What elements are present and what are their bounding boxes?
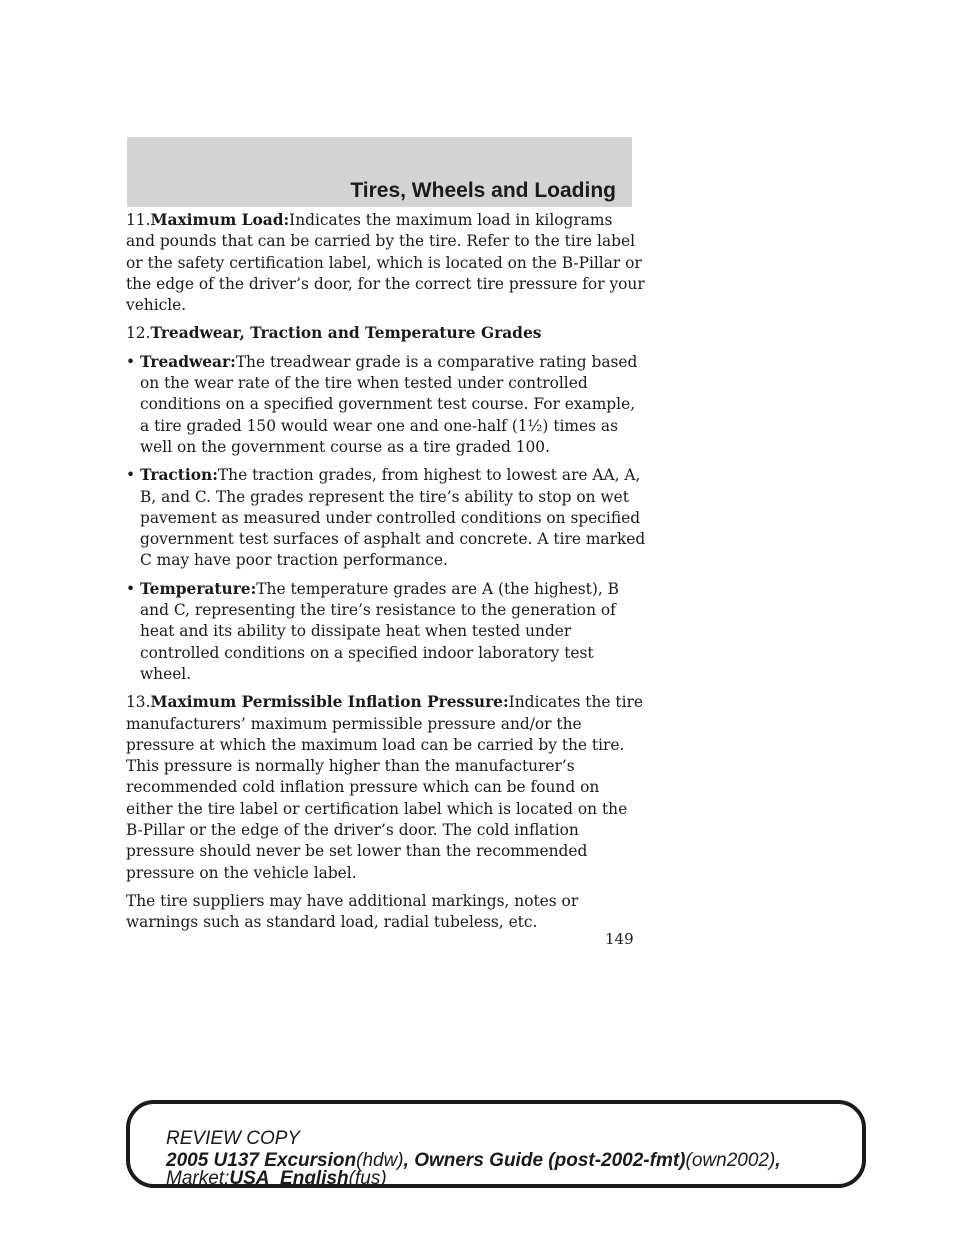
bullet-label: Temperature:: [140, 579, 257, 598]
item-13: [126, 692, 646, 884]
bullet-text: The temperature grades are A (the highest), B and C, representing the tire’s resistance to the generation of heat and its ability to dissipate heat when tested under controlled conditions on a specified indoor laboratory test wheel.: [140, 579, 619, 683]
bullet-text: The traction grades, from highest to lowest are AA, A, B, and C. The grades represent the tire’s ability to stop on wet pavement as measured under controlled conditions on specified government test surfaces of asphalt and concrete. A tire marked C may have poor traction performance.: [140, 466, 646, 570]
bullet-icon: •: [126, 466, 136, 485]
model-name: 2005 U137 Excursion: [166, 1150, 357, 1171]
page-content: [126, 210, 646, 941]
market-code: (fus): [348, 1168, 387, 1189]
review-copy-label: REVIEW COPY: [166, 1128, 301, 1149]
bullet-label: Treadwear:: [140, 352, 236, 371]
bullet-traction: [126, 465, 646, 571]
section-header-band: [127, 137, 632, 207]
bullet-icon: •: [126, 579, 136, 598]
bullet-text: The treadwear grade is a comparative rating based on the wear rate of the tire when tested under controlled conditions on a specified government test course. For example, a tire graded 150 would wear one and one-half (1½) times as well on the government course as a tire graded 100.: [140, 352, 638, 456]
market-label: Market:: [166, 1168, 230, 1189]
bullet-temperature: [126, 579, 646, 685]
market-value: USA_English: [229, 1168, 349, 1189]
review-copy-box: [126, 1100, 866, 1188]
bullet-label: Traction:: [140, 466, 218, 485]
item-number: 12.: [126, 324, 151, 343]
item-label: Maximum Load:: [150, 211, 290, 229]
model-code: (hdw): [356, 1150, 404, 1171]
item-12: [126, 323, 646, 344]
market-line: [166, 1168, 387, 1190]
item-label: Treadwear, Traction and Temperature Grades: [150, 324, 542, 343]
item-11: [126, 210, 646, 316]
item-text: Indicates the tire manufacturers’ maximum permissible pressure and/or the pressure at which the maximum load can be carried by the tire. This pressure is normally higher than the manufacturer’s recommended cold inflation pressure which can be found on either the tire label or certification label which is located on the B-Pillar or the edge of the driver’s door. The cold inflation pressure should never be set lower than the recommended pressure on the vehicle label.: [126, 693, 643, 882]
item-label: Maximum Permissible Inflation Pressure:: [150, 693, 509, 712]
section-title: Tires, Wheels and Loading: [350, 179, 616, 202]
separator-comma: ,: [775, 1150, 781, 1171]
item-number: 13.: [126, 693, 151, 712]
bullet-treadwear: [126, 352, 646, 458]
guide-name: , Owners Guide (post-2002-fmt): [403, 1150, 686, 1171]
bullet-icon: •: [126, 352, 136, 371]
closing-paragraph: The tire suppliers may have additional markings, notes or warnings such as standard load, radial tubeless, etc.: [126, 891, 579, 932]
item-number: 11.: [126, 211, 151, 229]
guide-code: (own2002): [685, 1150, 776, 1171]
item-text: Indicates the maximum load in kilograms and pounds that can be carried by the tire. Refer to the tire label or the safety certification label, which is located on the B-Pillar or the edge of the driver’s door, for the correct tire pressure for your vehicle.: [126, 211, 645, 315]
page-number: 149: [605, 930, 634, 948]
